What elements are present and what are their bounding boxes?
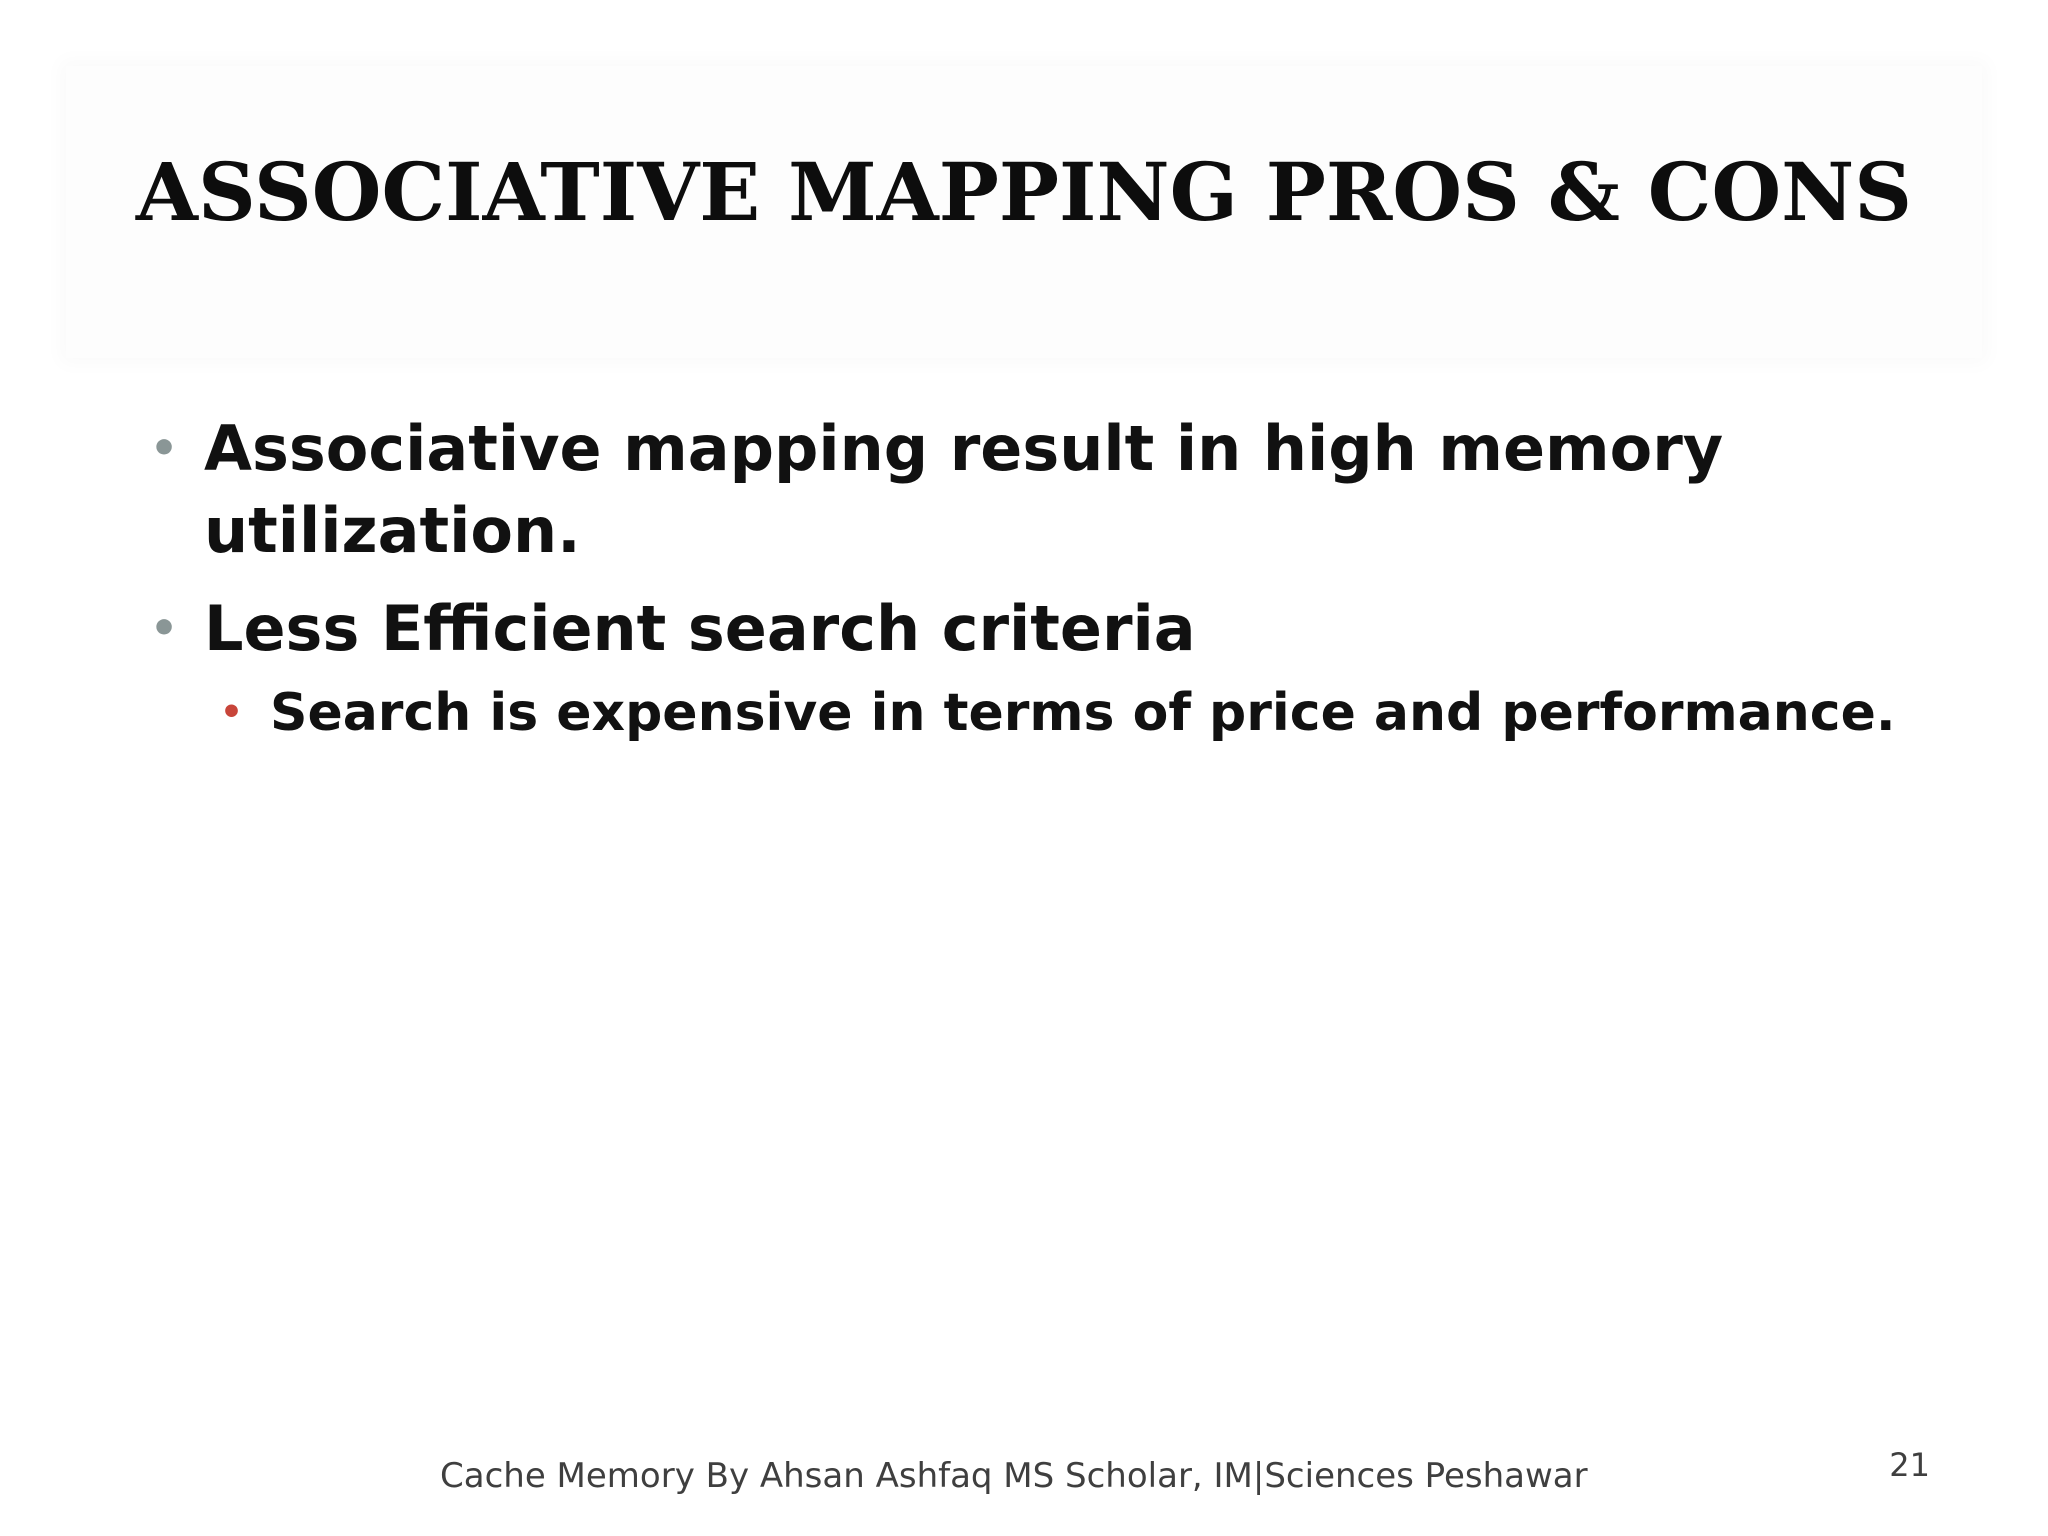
sub-bullet-item: [142, 678, 1942, 748]
slide-title: ASSOCIATIVE MAPPING PROS & CONS: [135, 145, 1913, 239]
slide-body: [142, 408, 1942, 748]
bullet-marker-icon: •: [150, 603, 179, 654]
bullet-item: [142, 408, 1942, 572]
bullet-marker-icon: •: [150, 423, 179, 474]
sub-bullet-marker-icon: •: [220, 692, 244, 733]
title-box: [66, 66, 1982, 358]
sub-bullet-text: Search is expensive in terms of price and performance.: [270, 683, 1896, 743]
bullet-text: Less Efficient search criteria: [204, 592, 1196, 665]
bullet-item: [142, 588, 1942, 670]
slide-footer: Cache Memory By Ahsan Ashfaq MS Scholar, IM|Sciences Peshawar: [440, 1456, 1588, 1496]
page-number: 21: [1889, 1446, 1930, 1484]
bullet-text: Associative mapping result in high memory utilization.: [204, 412, 1724, 567]
